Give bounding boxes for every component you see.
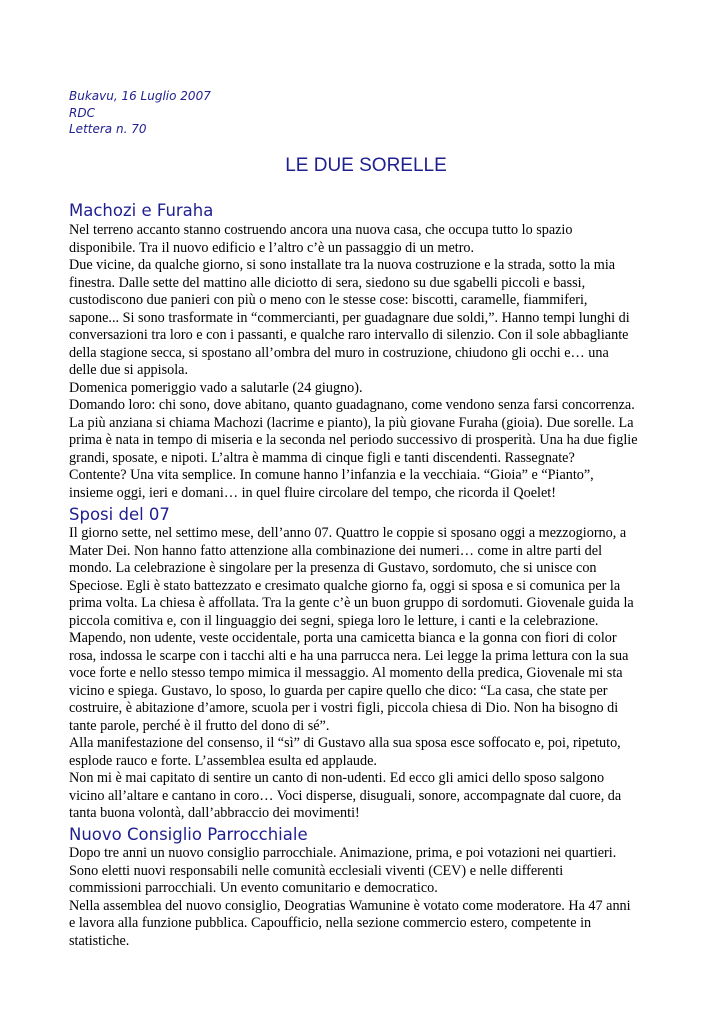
paragraph-line: Domenica pomeriggio vado a salutarle (24 giugno). xyxy=(69,379,363,396)
paragraph-line: vicino all’altare e cantano in coro… Voci disperse, disuguali, sonore, accompagnate dal cuore, da xyxy=(69,787,622,804)
paragraph-line: sapone... Si sono trasformate in “commercianti, per guadagnare due soldi,”. Hanno tempi lunghi di xyxy=(69,309,630,326)
place-date: Bukavu, 16 Luglio 2007 xyxy=(69,89,211,103)
paragraph-line: finestra. Dalle sette del mattino alle diciotto di sera, siedono su due sgabelli piccoli e bassi, xyxy=(69,274,586,291)
letter-number: Lettera n. 70 xyxy=(69,122,147,136)
section-body-nuovo-consiglio xyxy=(69,845,631,950)
paragraph-line: e lavora alla funzione pubblica. Capoufficio, nella sezione commercio estero, competente in xyxy=(69,915,592,931)
paragraph-line: Sono eletti nuovi responsabili nelle comunità ecclesiali viventi (CEV) e nelle differenti xyxy=(69,862,564,879)
paragraph-line: vicino e spiega. Gustavo, lo sposo, lo guarda per capire quello che dico: “La casa, che state per xyxy=(69,682,608,699)
paragraph-line: Il giorno sette, nel settimo mese, dell’anno 07. Quattro le coppie si sposano oggi a mezzogiorno, a xyxy=(69,525,627,541)
section-body-sposi-del-07 xyxy=(69,525,634,823)
paragraph-line: insieme oggi, ieri e domani… in quel fluire circolare del tempo, che ricorda il Qoelet! xyxy=(69,484,556,501)
paragraph-line: prima volta. La chiesa è affollata. Tra la gente c’è un buon gruppo di sordomuti. Giovenale guida la xyxy=(69,595,634,611)
section-body-machozi-furaha xyxy=(69,222,638,502)
paragraph-line: Speciose. Egli è stato battezzato e cresimato qualche giorno fa, oggi si sposa e si comunica per la xyxy=(69,577,621,594)
paragraph-line: costruire, è abitazione d’amore, scuola per i vostri figli, piccola chiesa di Dio. Non ha bisogno di xyxy=(69,700,619,716)
paragraph-line: Domando loro: chi sono, dove abitano, quanto guadagnano, come vendono senza farsi concorrenza. xyxy=(69,397,635,413)
paragraph-line: Nella assemblea del nuovo consiglio, Deogratias Wamunine è votato come moderatore. Ha 47 anni xyxy=(69,897,631,914)
paragraph-line: rosa, indossa le scarpe con i tacchi alti e ha una parrucca nera. Lei legge la prima lettura con la sua xyxy=(69,647,629,664)
paragraph-line: custodiscono due panieri con più o meno con le stesse cose: biscotti, caramelle, fiammiferi, xyxy=(69,292,588,308)
paragraph-line: esplode rauco e forte. L’assemblea esulta ed applaude. xyxy=(69,752,377,769)
section-heading-nuovo-consiglio: Nuovo Consiglio Parrocchiale xyxy=(69,825,308,844)
paragraph-line: Dopo tre anni un nuovo consiglio parrocchiale. Animazione, prima, e poi votazioni nei quartieri. xyxy=(69,845,617,861)
paragraph-line: Mater Dei. Non hanno fatto attenzione alla combinazione dei numeri… come in altre parti del xyxy=(69,542,603,559)
paragraph-line: Mapendo, non udente, veste occidentale, porta una camicetta bianca e la gonna con fiori di color xyxy=(69,630,617,646)
paragraph-line: Alla manifestazione del consenso, il “sì” di Gustavo alla sua sposa esce soffocato e, poi, ripetuto, xyxy=(69,735,621,751)
paragraph-line: Contente? Una vita semplice. In comune hanno l’infanzia e la vecchiaia. “Gioia” e “Pianto”, xyxy=(69,467,594,483)
paragraph-line: Non mi è mai capitato di sentire un canto di non-udenti. Ed ecco gli amici dello sposo salgono xyxy=(69,770,605,786)
paragraph-line: prima è nata in tempo di miseria e la seconda nel periodo successivo di prosperità. Una ha due figlie xyxy=(69,432,638,448)
paragraph-line: disponibile. Tra il nuovo edificio e l’altro c’è un passaggio di un metro. xyxy=(69,239,475,256)
section-heading-machozi-furaha: Machozi e Furaha xyxy=(69,201,214,220)
country: RDC xyxy=(69,105,95,120)
paragraph-line: conversazioni tra loro e con i passanti, e qualche raro intervallo di silenzio. Con il sole abbagliante xyxy=(69,327,629,343)
document-title: LE DUE SORELLE xyxy=(285,155,447,176)
section-heading-sposi-del-07: Sposi del 07 xyxy=(69,505,170,524)
paragraph-line: piccola comitiva e, con il linguaggio dei segni, spiega loro le letture, i canti e la celebrazione. xyxy=(69,612,599,629)
letter-header xyxy=(69,88,211,138)
paragraph-line: mondo. La celebrazione è singolare per la presenza di Gustavo, sordomuto, che si unisce con xyxy=(69,560,597,576)
paragraph-line: tanta buona volontà, dall’abbraccio dei movimenti! xyxy=(69,805,360,821)
paragraph-line: grandi, sposate, e nipoti. L’altra è mamma di cinque figli e tanti discendenti. Rassegnate? xyxy=(69,449,575,466)
paragraph-line: Nel terreno accanto stanno costruendo ancora una nuova casa, che occupa tutto lo spazio xyxy=(69,222,573,238)
paragraph-line: La più anziana si chiama Machozi (lacrime e pianto), la più giovane Furaha (gioia). Due sorelle. La xyxy=(69,414,634,431)
paragraph-line: della stagione secca, si spostano all’ombra del muro in costruzione, chiudono gli occhi e… una xyxy=(69,344,609,361)
paragraph-line: commissioni parrocchiali. Un evento comunitario e democratico. xyxy=(69,880,438,896)
paragraph-line: statistiche. xyxy=(69,932,130,949)
paragraph-line: tante parole, perché è il frutto del dono di sé”. xyxy=(69,717,330,734)
paragraph-line: Due vicine, da qualche giorno, si sono installate tra la nuova costruzione e la strada, sotto la mia xyxy=(69,257,616,273)
paragraph-line: voce forte e nello stesso tempo mimica il messaggio. Al momento della predica, Giovenale mi sta xyxy=(69,665,623,681)
paragraph-line: delle due si appisola. xyxy=(69,362,188,378)
